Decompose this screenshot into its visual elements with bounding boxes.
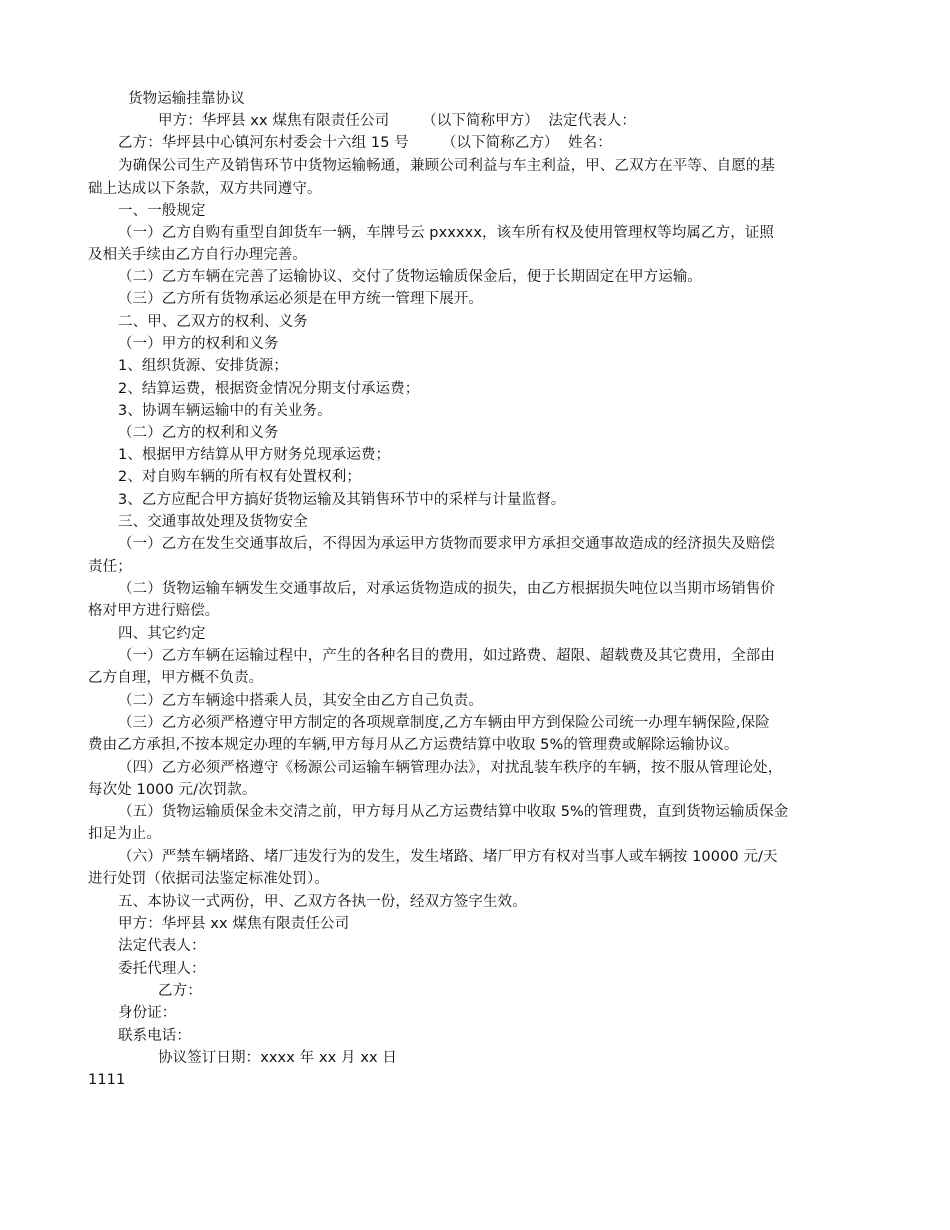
subsection-heading: （一）甲方的权利和义务 [118,336,279,352]
clause-line: 乙方自理，甲方概不负责。 [88,670,264,686]
clause-line: 1、根据甲方结算从甲方财务兑现承运费； [118,447,391,463]
preamble-line: 础上达成以下条款，双方共同遵守。 [88,181,322,197]
footer-text: 1111 [88,1072,126,1088]
clause-line: （三）乙方所有货物承运必须是在甲方统一管理下展开。 [118,291,483,307]
document-title: 货物运输挂靠协议 [128,91,245,107]
clause-line: （一）乙方在发生交通事故后，不得因为承运甲方货物而要求甲方承担交通事故造成的经济损失及赔偿 [118,536,775,552]
section-heading: 三、交通事故处理及货物安全 [118,514,308,530]
clause-line: 进行处罚（依据司法鉴定标准处罚）。 [88,871,329,887]
clause-line: 3、协调车辆运输中的有关业务。 [118,403,332,419]
clause-line: （二）乙方车辆途中搭乘人员，其安全由乙方自己负责。 [118,693,483,709]
signature-legal-rep: 法定代表人： [118,938,206,954]
clause-line: 2、对自购车辆的所有权有处置权利； [118,469,361,485]
clause-line: （二）乙方车辆在完善了运输协议、交付了货物运输质保金后，便于长期固定在甲方运输。 [118,269,702,285]
clause-line: （五）货物运输质保金未交清之前，甲方每月从乙方运费结算中收取 5%的管理费，直到货物运输质保金 [118,804,789,820]
signing-date: 协议签订日期：xxxx 年 xx 月 xx 日 [158,1050,397,1066]
subsection-heading: （二）乙方的权利和义务 [118,425,279,441]
signature-phone: 联系电话： [118,1028,191,1044]
signature-agent: 委托代理人： [118,961,206,977]
section-heading: 二、甲、乙双方的权利、义务 [118,314,308,330]
clause-line: （三）乙方必须严格遵守甲方制定的各项规章制度,乙方车辆由甲方到保险公司统一办理车辆保险,保险 [118,715,770,731]
clause-line: （四）乙方必须严格遵守《杨源公司运输车辆管理办法》，对扰乱装车秩序的车辆，按不服从管理论处， [118,760,783,776]
clause-line: 3、乙方应配合甲方搞好货物运输及其销售环节中的采样与计量监督。 [118,492,566,508]
signature-id-card: 身份证： [118,1005,177,1021]
clause-line: 责任； [88,559,132,575]
clause-line: 扣足为止。 [88,826,161,842]
party-a-line: 甲方：华坪县 xx 煤焦有限责任公司 （以下简称甲方） 法定代表人： [158,113,636,129]
section-heading: 四、其它约定 [118,626,206,642]
clause-line: 费由乙方承担,不按本规定办理的车辆,甲方每月从乙方运费结算中收取 5%的管理费或解除运输协议。 [88,737,739,753]
preamble-line: 为确保公司生产及销售环节中货物运输畅通，兼顾公司利益与车主利益，甲、乙双方在平等、自愿的基 [118,158,775,174]
clause-line: 格对甲方进行赔偿。 [88,603,220,619]
clause-line: （六）严禁车辆堵路、堵厂违发行为的发生，发生堵路、堵厂甲方有权对当事人或车辆按 10000 元/天 [118,849,778,865]
clause-line: 及相关手续由乙方自行办理完善。 [88,247,307,263]
section-heading: 一、一般规定 [118,203,206,219]
clause-line: 2、结算运费，根据资金情况分期支付承运费； [118,381,420,397]
signature-party-a: 甲方：华坪县 xx 煤焦有限责任公司 [118,916,350,932]
clause-line: （一）乙方车辆在运输过程中，产生的各种名目的费用，如过路费、超限、超载费及其它费用，全部由 [118,648,775,664]
clause-line: （二）货物运输车辆发生交通事故后，对承运货物造成的损失，由乙方根据损失吨位以当期市场销售价 [118,581,775,597]
clause-line: 1、组织货源、安排货源； [118,358,288,374]
party-b-line: 乙方：华坪县中心镇河东村委会十六组 15 号 （以下简称乙方） 姓名： [118,135,612,151]
signature-party-b: 乙方： [158,983,202,999]
clause-line: （一）乙方自购有重型自卸货车一辆，车牌号云 pxxxxx，该车所有权及使用管理权等均属乙方，证照 [118,225,775,241]
section-heading: 五、本协议一式两份，甲、乙双方各执一份，经双方签字生效。 [118,894,527,910]
clause-line: 每次处 1000 元/次罚款。 [88,782,257,798]
